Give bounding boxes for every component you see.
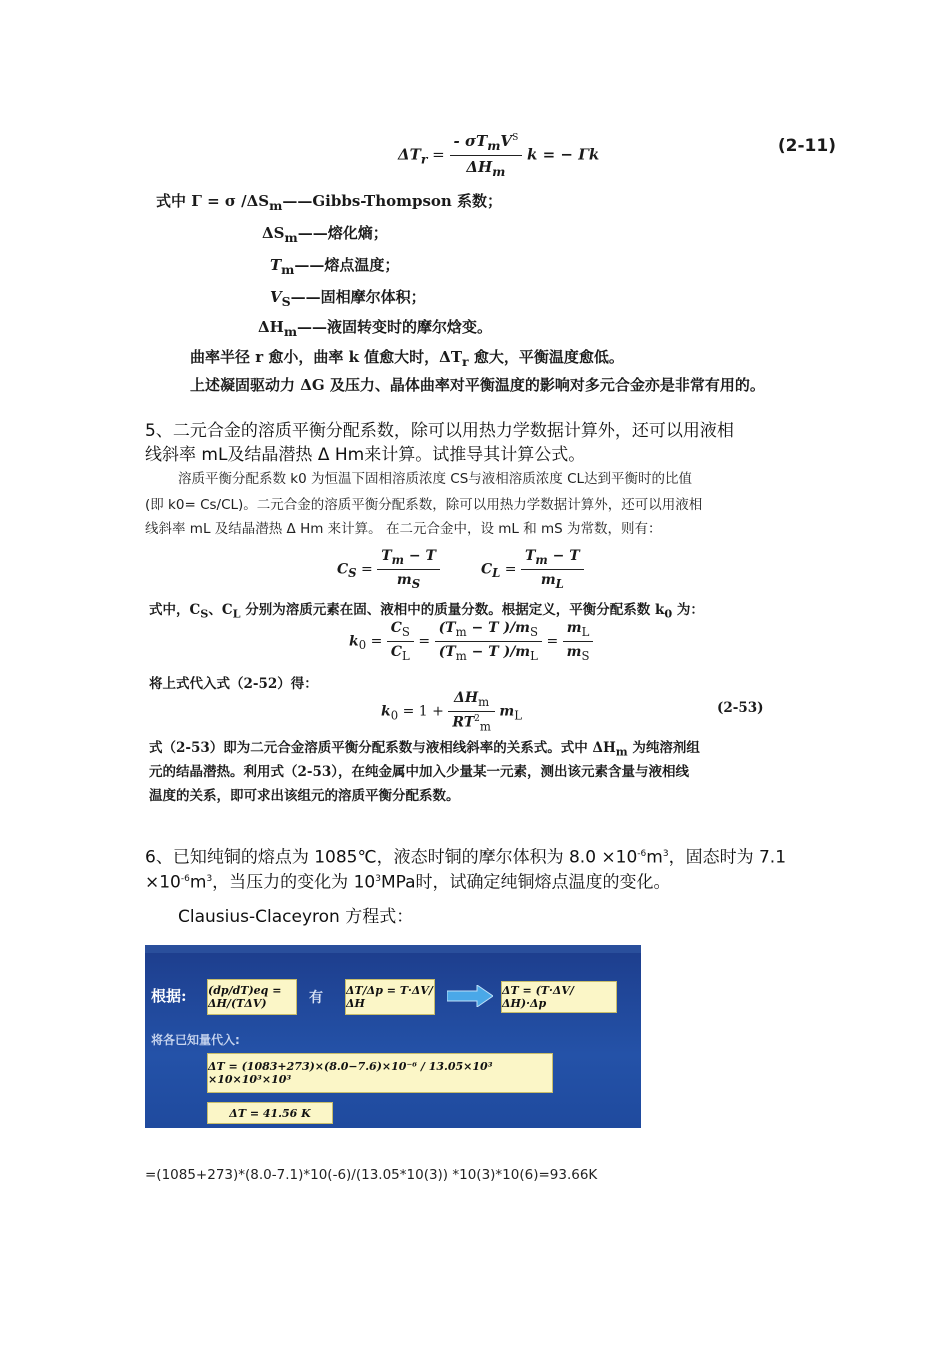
eq-rhs: k = − Γk [527,145,600,164]
driving-force-line: 上述凝固驱动力 ΔG 及压力、晶体曲率对平衡温度的影响对多元合金亦是非常有用的。 [190,376,765,394]
line3-tail: ——熔点温度； [294,256,400,274]
eq-denominator: ΔH [466,158,493,176]
slide-image [145,945,641,1128]
line6-text: 曲率半径 r 愈小，曲率 k 值愈大时，ΔT [190,348,462,366]
q6-l2a: ×10 [145,872,181,893]
k0-den2: (T [438,643,456,660]
q6-l1-sup2: 3 [662,849,669,859]
slide-substitute-label: 将各已知量代入: [151,1033,240,1047]
q5-answer-line2: (即 k0= Cs/CL)。二元合金的溶质平衡分配系数，除可以用热力学数据计算外，还可以用液相 [145,497,703,513]
k0-den3: m [566,643,582,660]
entropy-line [262,222,388,245]
cl-den: m [540,571,556,588]
k0-num2-sub2: S [530,624,538,639]
k0b-tail: m [499,703,515,720]
line4-text: V [270,288,282,306]
k0-den2-tail: − T )/m [466,643,531,660]
k0-num2-tail: − T )/m [466,620,530,636]
slide-box-clapeyron: (dp/dT)eq = ΔH/(TΔV) [207,979,297,1015]
relation-line-3: 温度的关系，即可求出该组元的溶质平衡分配系数。 [149,788,460,804]
k0-den1: C [390,643,403,660]
line2-sub: m [284,230,298,245]
cl-num: T [525,548,536,564]
cs-num-tail: − T [403,548,436,564]
k0-equation-2-53 [381,690,522,733]
line6-tail: 愈大，平衡温度愈低。 [468,348,624,366]
q6-line2 [145,868,671,894]
final-calculation-line: =(1085+273)*(8.0-7.1)*10(-6)/(13.05*10(3)) *10(3)*10(6)=93.66K [145,1167,598,1183]
q6-l2b: m [189,872,207,893]
text3-sub: m [615,744,628,759]
equation-number-2-11: (2-11) [777,136,836,156]
q6-l2-sup2: 3 [206,874,213,884]
equation-2-11: $\Delta T_r$ = $\frac{- \sigma T_mV^S}{\Delta H_m}$ k = − Γk [398,132,600,179]
line6-sub: r [462,354,469,369]
enthalpy-line [258,316,492,339]
line3-text: T [270,256,282,274]
cs-den-sub: S [411,576,421,591]
cs-fraction [377,548,440,591]
slide-box-ratio: ΔT/Δp = T·ΔV/ΔH [345,979,435,1015]
text1-sub2: L [232,606,241,621]
k0b-lhs-sub: 0 [390,708,399,723]
cl-num-tail: − T [547,548,580,564]
eq-lhs-sub: r [420,151,428,167]
text3-b: 为纯溶剂组 [627,740,700,756]
slide-box-substitution: ΔT = (1083+273)×(8.0−7.6)×10⁻⁶ / 13.05×10³ ×10×10³×10³ [207,1053,553,1093]
q5-answer-line1: 溶质平衡分配系数 k0 为恒温下固相溶质浓度 CS与液相溶质浓度 CL达到平衡时的比值 [178,471,693,487]
line5-sub: m [283,324,298,339]
line1-sub: m [269,198,283,213]
eq-numerator: - σT [453,132,488,150]
scanned-formula-block-1 [150,120,850,400]
cl-num-sub: m [535,552,548,567]
k0-frac3 [563,620,594,663]
text1-sub3: 0 [664,606,673,621]
k0b-den-sub: m [479,719,491,734]
k0b-tail-sub: L [514,708,522,723]
cs-den: m [396,571,412,588]
slide-box-result: ΔT = 41.56 K [207,1102,333,1124]
q5-line2: 线斜率 mL及结晶潜热 Δ Hm来计算。试推导其计算公式。 [145,445,586,465]
slide-right-arrow-icon [447,985,493,1007]
definition-line: 式中，$C_S$、$C_L$ 分别为溶质元素在固、液相中的质量分数。根据定义，平衡分配系数 $k_0$ 为： [149,602,704,621]
scanned-formula-block-2 [145,540,775,815]
k0-num2: (T [438,620,456,636]
substitute-line: 将上式代入式（2-52）得： [149,676,318,692]
relation-line-2: 元的结晶潜热。利用式（2-53），在纯金属中加入少量某一元素，测出该元素含量与液相线 [149,764,690,780]
cl-den-sub: L [555,576,564,591]
q5-line1: 5、二元合金的溶质平衡分配系数，除可以用热力学数据计算外，还可以用液相 [145,421,734,441]
q6-l1b: m [646,847,663,868]
gibbs-thompson-line [156,190,502,213]
melting-point-line [270,254,399,277]
text1-a: 式中，C [149,602,201,618]
text1-c: 为： [672,602,704,618]
k0-den2-sub: m [455,648,467,663]
k0b-den-sup: 2 [474,713,480,724]
k0-den1-sub: L [402,648,410,663]
line5-text: ΔH [258,318,284,336]
line3-sub: m [281,262,295,277]
q6-l2-sup1: -6 [180,874,190,884]
cs-lhs: C [337,561,349,578]
line4-sub: S [281,294,291,309]
cl-lhs-sub: L [492,566,501,581]
q6-l1-sup1: -6 [637,849,647,859]
eq-fraction [450,132,523,179]
line4-tail: ——固相摩尔体积； [290,288,426,306]
q6-l2c: ，当压力的变化为 10 [212,872,376,893]
eq-num-sub: m [487,138,501,153]
cs-num-sub: m [391,552,404,567]
k0-num3-sub: L [581,624,590,639]
q6-l2d: MPa时，试确定纯铜熔点温度的变化。 [380,872,671,893]
k0b-num-sub: m [478,694,490,709]
slide-basis-label: 根据: [151,987,187,1005]
q6-line1 [145,843,786,869]
curvature-line [190,346,624,369]
cl-lhs: C [481,561,493,578]
molar-volume-line [270,286,426,309]
k0-frac2 [435,620,542,663]
line1-text: 式中 Γ = σ /ΔS [156,192,270,210]
k0-num1: C [390,620,402,636]
line1-tail: ——Gibbs-Thompson 系数； [282,192,503,210]
cs-num: T [381,548,392,564]
k0-num3: m [566,620,582,636]
q6-l2-sup3: 3 [375,874,381,884]
slide-top-band [145,945,641,953]
cl-equation: $C_L$ = $\frac{T_m - T}{m_L}$ [481,548,584,591]
cs-equation: $C_S$ = $\frac{T_m - T}{m_S}$ [337,548,440,591]
eq-lhs: ΔT [398,145,421,164]
slide-box-delta-t: ΔT = (T·ΔV/ΔH)·Δp [501,981,617,1013]
cl-fraction [521,548,584,591]
cs-lhs-sub: S [348,566,357,581]
k0-num2-sub: m [455,624,467,639]
q6-l1c: ，固态时为 7.1 [668,847,787,868]
relation-line-1 [149,736,700,759]
clausius-heading: Clausius-Claceyron 方程式： [178,907,414,927]
q6-l1a: 6、已知纯铜的熔点为 1085℃，液态时铜的摩尔体积为 8.0 ×10 [145,847,638,868]
text3-a: 式（2-53）即为二元合金溶质平衡分配系数与液相线斜率的关系式。式中 ΔH [149,740,616,756]
k0-lhs-sub: 0 [358,638,367,653]
k0-num1-sub: S [401,624,410,639]
k0b-rhs: = 1 + [402,703,444,720]
text1-sub1: S [200,606,209,621]
q5-answer-line3: 线斜率 mL 及结晶潜热 Δ Hm 来计算。 在二元合金中，设 mL 和 mS 为常数，则有： [145,521,662,537]
eq-num-tail: V [500,132,513,150]
slide-have-text: 有 [309,990,323,1006]
k0b-den: RT [452,714,475,731]
line2-text: ΔS [262,224,285,242]
k0-lhs: k [349,633,359,650]
equation-number-2-53: (2-53) [717,700,764,716]
k0-equation: $k_0$ = $\frac{C_S}{C_L}$ = $\frac{(T_m - T )/m_S}{(T_m - T )/m_L}$ = $\frac{m_L}{m_S}$ [349,620,593,663]
eq-num-sup: S [512,133,519,143]
k0b-fraction [448,690,495,733]
k0b-lhs: k [381,703,391,720]
line2-tail: ——熔化熵； [297,224,388,242]
eq-den-sub: m [492,164,506,179]
line5-tail: ——液固转变时的摩尔焓变。 [297,318,493,336]
k0-den3-sub: S [581,648,590,663]
k0-frac1 [387,620,414,663]
k0b-num: ΔH [454,690,479,706]
k0-den2-sub2: L [530,648,538,663]
text1-b: 分别为溶质元素在固、液相中的质量分数。根据定义，平衡分配系数 k [240,602,665,618]
